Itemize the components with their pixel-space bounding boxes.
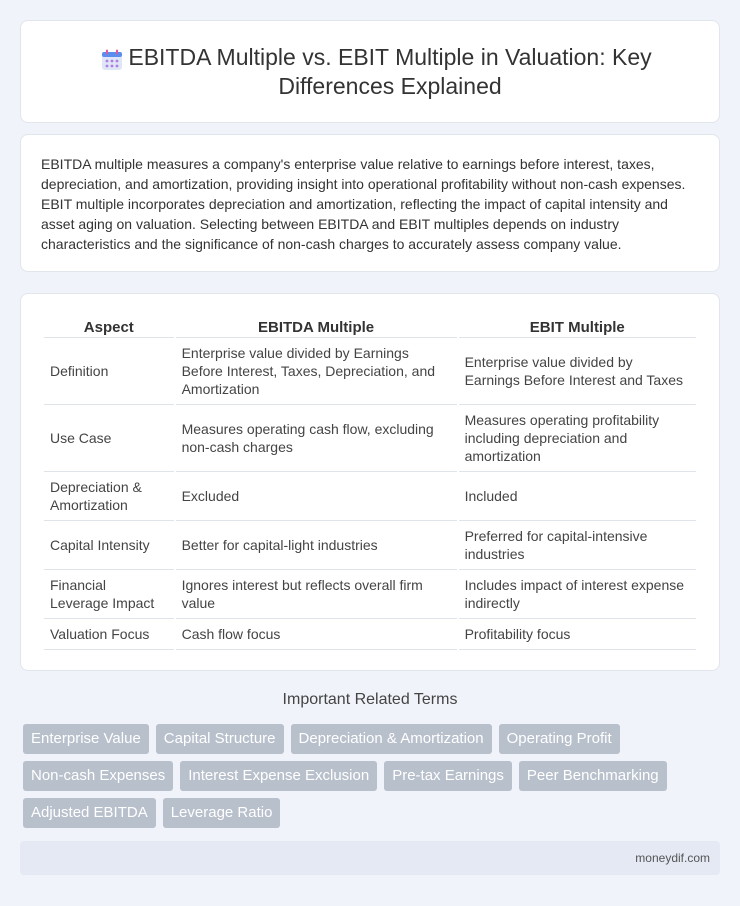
table-header-row [44,315,696,338]
row-ebitda: Ignores interest but reflects overall firm value [176,570,457,619]
row-aspect: Capital Intensity [44,521,174,570]
row-ebit: Profitability focus [459,619,696,650]
table-row [44,405,696,472]
row-ebitda: Measures operating cash flow, excluding non-cash charges [176,405,457,472]
tag-peer-benchmarking[interactable]: Peer Benchmarking [519,761,667,791]
header-ebit: EBIT Multiple [459,315,696,338]
comparison-table [42,315,698,650]
header-aspect: Aspect [44,315,174,338]
row-aspect: Valuation Focus [44,619,174,650]
tag-adjusted-ebitda[interactable]: Adjusted EBITDA [23,798,156,828]
row-ebitda: Enterprise value divided by Earnings Before Interest, Taxes, Depreciation, and Amortization [176,338,457,405]
intro-card [20,134,720,272]
related-terms-list [23,724,713,828]
tag-leverage-ratio[interactable]: Leverage Ratio [163,798,281,828]
intro-paragraph: EBITDA multiple measures a company's enterprise value relative to earnings before interest, taxes, depreciation, and amortization, providing insight into operational profitability without non-cash expenses. EBIT multiple incorporates depreciation and amortization, reflecting the impact of capital intensity and asset aging on valuation. Selecting between EBITDA and EBIT multiples depends on industry characteristics and the significance of non-cash charges to accurately assess company value. [41,156,686,252]
row-aspect: Depreciation & Amortization [44,472,174,521]
title-card [20,20,720,123]
row-aspect: Financial Leverage Impact [44,570,174,619]
footer-site[interactable]: moneydif.com [635,851,710,865]
table-row [44,570,696,619]
row-ebitda: Cash flow focus [176,619,457,650]
row-ebitda: Better for capital-light industries [176,521,457,570]
row-ebit: Includes impact of interest expense indirectly [459,570,696,619]
table-row [44,338,696,405]
row-ebitda: Excluded [176,472,457,521]
row-ebit: Preferred for capital-intensive industries [459,521,696,570]
row-aspect: Definition [44,338,174,405]
row-ebit: Measures operating profitability including depreciation and amortization [459,405,696,472]
row-ebit: Included [459,472,696,521]
table-row [44,521,696,570]
page-title: EBITDA Multiple vs. EBIT Multiple in Valuation: Key Differences Explained [128,43,652,99]
footer [20,841,720,875]
header-ebitda: EBITDA Multiple [176,315,457,338]
tag-capital-structure[interactable]: Capital Structure [156,724,284,754]
comparison-card [20,293,720,671]
table-row [44,472,696,521]
tag-pre-tax-earnings[interactable]: Pre-tax Earnings [384,761,512,791]
tag-non-cash-expenses[interactable]: Non-cash Expenses [23,761,173,791]
tag-enterprise-value[interactable]: Enterprise Value [23,724,149,754]
table-row [44,619,696,650]
row-ebit: Enterprise value divided by Earnings Before Interest and Taxes [459,338,696,405]
row-aspect: Use Case [44,405,174,472]
related-terms-heading: Important Related Terms [282,691,458,708]
tag-operating-profit[interactable]: Operating Profit [499,724,620,754]
tag-interest-expense-exclusion[interactable]: Interest Expense Exclusion [180,761,377,791]
tag-depreciation-amortization[interactable]: Depreciation & Amortization [291,724,492,754]
